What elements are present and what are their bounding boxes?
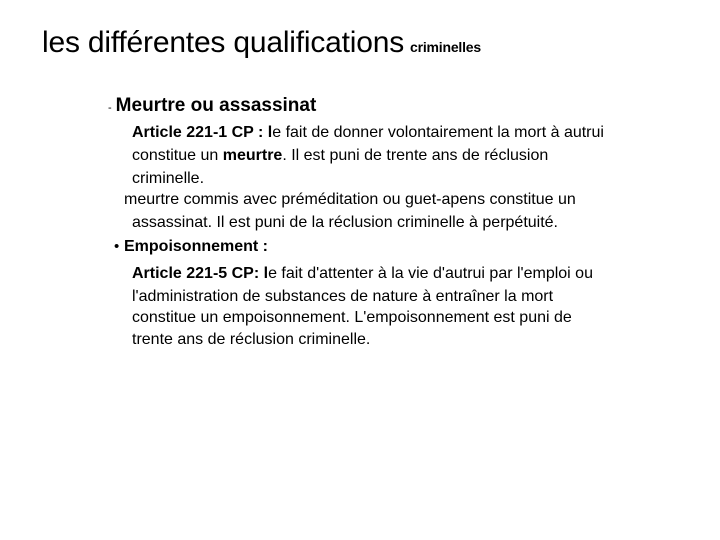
empoisonnement-line-2: l'administration de substances de nature à entraîner la mort (132, 288, 554, 305)
empoisonnement-line-3: constitue un empoisonnement. L'empoisonnement est puni de (132, 309, 572, 326)
meurtre-line-3: criminelle. (132, 170, 205, 187)
empoisonnement-article-line-1 (132, 262, 593, 285)
empoisonnement-heading: Empoisonnement : (124, 238, 269, 255)
meurtre-line-4: meurtre commis avec préméditation ou guet-apens constitue un (124, 191, 576, 208)
section-meurtre-heading (108, 94, 316, 120)
slide-title (42, 26, 481, 60)
meurtre-heading: Meurtre ou assassinat (115, 95, 317, 116)
meurtre-line-2-bold: meurtre (222, 147, 283, 164)
empoisonnement-line-4: trente ans de réclusion criminelle. (132, 331, 371, 348)
slide-title-main: les différentes qualifications (42, 26, 404, 59)
meurtre-article-label: Article 221-1 CP : l (132, 124, 273, 141)
meurtre-article-line-1 (132, 121, 604, 144)
section-empoisonnement-heading (114, 235, 268, 258)
meurtre-article-text: e fait de donner volontairement la mort à autrui (272, 124, 604, 141)
meurtre-line-5: assassinat. Il est puni de la réclusion criminelle à perpétuité. (132, 214, 558, 231)
meurtre-line-2-pre: constitue un (132, 147, 223, 164)
meurtre-line-2-post: . Il est puni de trente ans de réclusion (282, 147, 549, 164)
empoisonnement-article-text: e fait d'attenter à la vie d'autrui par l'emploi ou (268, 265, 593, 282)
bullet-marker: • (114, 238, 120, 255)
meurtre-line-2 (132, 144, 548, 167)
dash-marker: - (108, 102, 112, 114)
slide-title-small: criminelles (410, 39, 481, 55)
empoisonnement-article-label: Article 221-5 CP: l (132, 265, 269, 282)
